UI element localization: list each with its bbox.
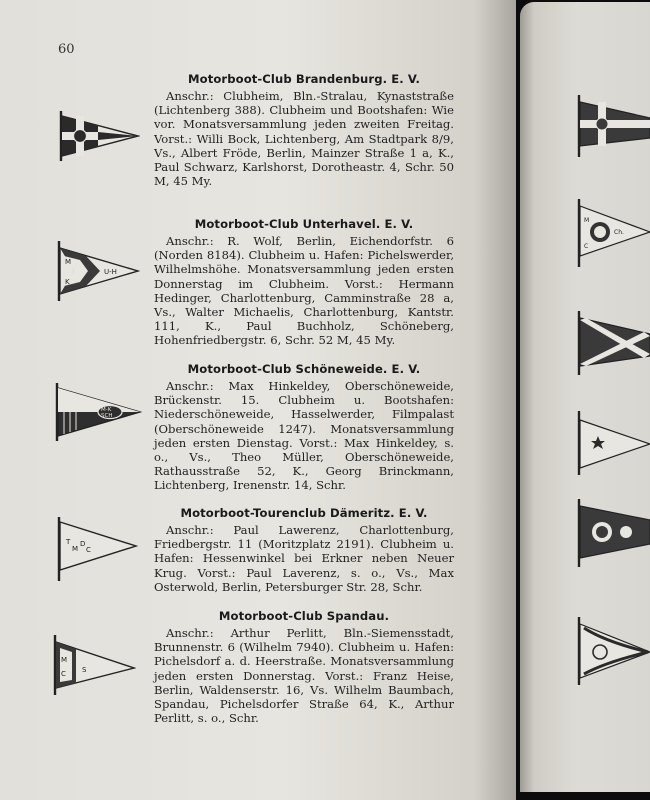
entry-schoeneweide [154, 362, 454, 493]
right-burgee-flag-circle [576, 198, 650, 272]
entry-body: Anschr.: Max Hinkeldey, Oberschöneweide, Brückenstr. 15. Clubheim u. Bootshafen: Niederschöneweide, Hasselwerder, Filmpalast (Oberschöneweide 1247). Monatsversammlung jeden ersten Dienstag. Vorst.: Max Hinkeldey, s. o., Vs., Theo Müller, Oberschöneweide, Rathausstraße 52, K., Georg Brinckmann, Lichtenberg, Irenenstr. 14, Schr. [154, 379, 454, 493]
svg-text:M: M [65, 258, 72, 266]
right-burgee-flag-emblem [576, 498, 650, 572]
entry-title: Motorboot-Club Unterhavel. E. V. [194, 217, 414, 231]
svg-text:C: C [86, 546, 91, 554]
svg-text:S: S [82, 666, 87, 674]
svg-text:M-K: M-K [101, 407, 112, 413]
svg-text:U-H: U-H [104, 268, 117, 276]
burgee-flag-daemeritz [56, 516, 140, 582]
right-flag-label: C [584, 243, 589, 250]
right-flag-label: Ch. [614, 229, 624, 236]
right-page [520, 2, 650, 792]
svg-text:SCH: SCH [101, 413, 113, 419]
page-number: 60 [58, 42, 75, 57]
entry-unterhavel [154, 217, 454, 348]
burgee-flag-spandau [52, 634, 136, 696]
entry-title: Motorboot-Club Brandenburg. E. V. [188, 72, 420, 86]
right-flag-label: M [584, 217, 590, 224]
burgee-flag-unterhavel [56, 240, 140, 302]
entry-daemeritz [154, 506, 454, 594]
entry-title: Motorboot-Tourenclub Dämeritz. E. V. [180, 506, 428, 520]
entry-body: Anschr.: R. Wolf, Berlin, Eichendorfstr. 6 (Norden 8184). Clubheim u. Hafen: Pichelswerder, Wilhelmshöhe. Monatsversammlung jeden ersten Donnerstag im Clubheim. Vorst.: Hermann Hedinger, Charlottenburg, Camminstraße 28 a, Vs., Walter Michaelis, Charlottenburg, Kantstr. 111, K., Paul Buchholz, Schöneberg, Hohenfriedbergstr. 6, Schr. 52 M, 45 My. [154, 234, 454, 348]
entry-brandenburg [154, 72, 454, 188]
entry-body: Anschr.: Clubheim, Bln.-Stralau, Kynaststraße (Lichtenberg 388). Clubheim und Bootshafen: Wie vor. Monatsversammlung jeden zweiten Freitag. Vorst.: Willi Bock, Lichtenberg, Am Stadtpark 8/9, Vs., Albert Fröde, Berlin, Mainzer Straße 1 a, K., Paul Schwarz, Karlshorst, Dorotheastr. 4, Schr. 50 M, 45 My. [154, 89, 454, 189]
right-burgee-flag-cross [576, 94, 650, 162]
entry-title: Motorboot-Club Spandau. [218, 609, 390, 623]
svg-text:C: C [61, 670, 66, 678]
svg-text:T: T [66, 538, 71, 546]
entry-body: Anschr.: Paul Lawerenz, Charlottenburg, Friedbergstr. 11 (Moritzplatz 2191). Clubheim u. Hafen: Hessenwinkel bei Erkner neben Neuer Krug. Vorst.: Paul Laverenz, s. o., Vs., Max Osterwold, Berlin, Petersburger Str. 28, Schr. [154, 523, 454, 594]
svg-text:M: M [61, 656, 68, 664]
burgee-flag-brandenburg [58, 110, 140, 162]
svg-text:D: D [80, 540, 86, 548]
entry-body: Anschr.: Arthur Perlitt, Bln.-Siemensstadt, Brunnenstr. 6 (Wilhelm 7940). Clubheim u. Hafen: Pichelsdorf a. d. Heerstraße. Monatsversammlung jeden ersten Donnerstag. Vorst.: Franz Heise, Berlin, Waldenserstr. 16, Vs. Wilhelm Baumbach, Spandau, Pichelsdorfer Straße 64, K., Arthur Perlitt, s. o., Schr. [154, 626, 454, 726]
right-burgee-flag-star [576, 410, 650, 480]
right-burgee-flag-saltire [576, 310, 650, 380]
burgee-flag-schoeneweide [54, 382, 142, 442]
entry-spandau [154, 609, 454, 725]
svg-text:M: M [72, 545, 79, 553]
svg-text:K: K [65, 278, 70, 286]
entry-title: Motorboot-Club Schöneweide. E. V. [187, 362, 421, 376]
right-burgee-flag-wavy [576, 616, 650, 690]
